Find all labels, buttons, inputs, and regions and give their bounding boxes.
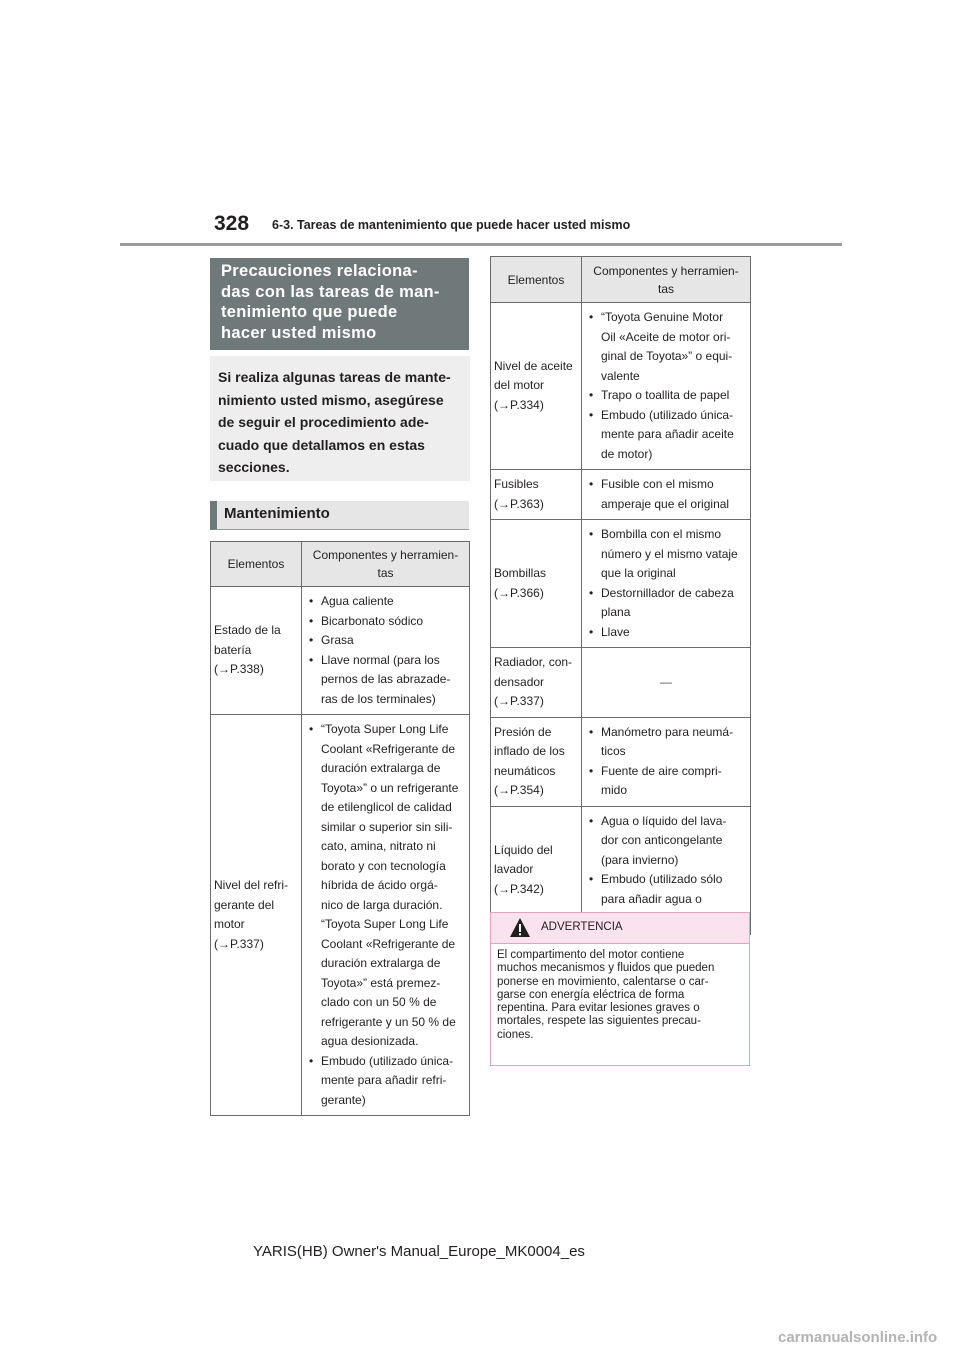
parts-line: de motor) <box>601 446 653 461</box>
warning-title: ADVERTENCIA <box>541 921 623 933</box>
parts-line: valente <box>601 368 640 383</box>
parts-line: mente para añadir aceite <box>601 427 734 441</box>
parts-cell <box>582 520 751 648</box>
parts-line: • Bombilla con el mismo <box>601 527 722 541</box>
table-row <box>211 587 470 715</box>
page-reference: (→P.366) <box>494 585 544 600</box>
maintenance-table-right <box>490 256 751 935</box>
parts-line: borato y con tecnología <box>321 858 446 873</box>
parts-list <box>585 723 747 801</box>
ref-arrow-icon: → <box>498 783 510 797</box>
page-reference-text[interactable]: P.337) <box>230 936 264 951</box>
item-line: Estado de la <box>214 623 281 638</box>
parts-cell <box>582 303 751 470</box>
header-parts-line: tas <box>657 281 674 296</box>
warning-line: El compartimento del motor contiene <box>497 949 685 961</box>
parts-line: • Embudo (utilizado única- <box>601 407 734 422</box>
parts-cell <box>582 470 751 520</box>
parts-list <box>585 812 747 929</box>
table-row <box>491 470 751 520</box>
precautions-line: Precauciones relaciona- <box>221 262 418 280</box>
page-reference: (→P.337) <box>494 694 544 708</box>
warning-line: ciones. <box>497 1028 534 1041</box>
parts-list <box>585 525 747 642</box>
parts-cell <box>302 587 470 715</box>
parts-list-item <box>601 386 747 406</box>
parts-line: cato, amina, nitrato ni <box>321 839 436 853</box>
parts-line: • Llave <box>601 624 630 639</box>
item-line: Bombillas <box>494 566 547 580</box>
parts-list-item <box>321 592 466 612</box>
parts-line: para añadir agua o <box>601 891 702 906</box>
parts-cell <box>582 717 751 806</box>
parts-list-item <box>601 308 747 386</box>
parts-line: híbrida de ácido orgá- <box>321 878 438 892</box>
parts-line: • Embudo (utilizado sólo <box>601 872 723 886</box>
page-reference-text[interactable]: P.342) <box>510 881 544 896</box>
parts-list-item <box>601 584 747 623</box>
page-number: 328 <box>214 212 250 235</box>
parts-line: mente para añadir refri- <box>321 1073 447 1087</box>
parts-list-item <box>321 631 466 651</box>
warning-line: ponerse en movimiento, calentarse o car- <box>497 975 709 988</box>
parts-line: ginal de Toyota»” o equi- <box>601 349 733 363</box>
ref-arrow-icon: → <box>218 662 230 677</box>
parts-line: refrigerante y un 50 % de <box>321 1014 456 1029</box>
parts-line: • Embudo (utilizado única- <box>321 1053 454 1068</box>
item-line: neumáticos <box>494 763 556 778</box>
parts-line: que la original <box>601 566 676 580</box>
parts-line: duración extralarga de <box>321 761 441 775</box>
parts-line: • Agua o líquido del lava- <box>601 813 727 828</box>
item-cell <box>211 715 302 1116</box>
warning-box <box>490 912 750 1066</box>
page-reference: (→P.334) <box>494 397 544 412</box>
item-line: Fusibles <box>494 477 539 491</box>
watermark[interactable]: carmanualsonline.info <box>778 1329 938 1346</box>
ref-arrow-icon: → <box>498 694 510 708</box>
intro-line: de seguir el procedimiento ade- <box>218 414 429 430</box>
parts-line: número y el mismo vataje <box>601 546 738 561</box>
parts-list-item <box>601 812 747 871</box>
parts-list-item <box>601 525 747 584</box>
parts-line: • Agua caliente <box>321 594 394 608</box>
page-reference-text[interactable]: P.338) <box>230 662 264 677</box>
item-line: batería <box>214 642 252 657</box>
precautions-heading <box>210 258 469 350</box>
item-cell <box>491 470 582 520</box>
table-header-row <box>211 542 470 587</box>
parts-list-item <box>601 623 747 643</box>
parts-list <box>585 475 747 514</box>
parts-line: de etilenglicol de calidad <box>321 800 452 814</box>
header-parts-line: Componentes y herramien- <box>593 263 739 278</box>
parts-line: duración extralarga de <box>321 956 441 970</box>
parts-line: • Llave normal (para los <box>321 652 440 667</box>
ref-arrow-icon: → <box>498 397 510 412</box>
warning-line: muchos mecanismos y fluidos que pueden <box>497 962 715 975</box>
page-reference: (→P.338) <box>214 662 264 677</box>
table-row <box>491 303 751 470</box>
parts-line: Coolant «Refrigerante de <box>321 741 456 756</box>
parts-list-item <box>601 475 747 514</box>
parts-line: ras de los terminales) <box>321 691 436 706</box>
maintenance-table-left <box>210 541 470 1116</box>
parts-list-item <box>601 406 747 465</box>
header-items: Elementos <box>491 257 582 303</box>
warning-line: mortales, respete las siguientes precau- <box>497 1015 701 1028</box>
parts-list <box>305 720 466 1110</box>
page-reference-text[interactable]: P.366) <box>510 585 544 600</box>
ref-arrow-icon: → <box>498 881 510 896</box>
parts-line: Coolant «Refrigerante de <box>321 936 456 951</box>
parts-line: (para invierno) <box>601 852 679 867</box>
parts-line: similar o superior sin sili- <box>321 819 453 834</box>
page-reference-text[interactable]: P.334) <box>510 397 544 412</box>
page-reference: (→P.354) <box>494 783 544 797</box>
table-row <box>491 520 751 648</box>
table-row <box>211 715 470 1116</box>
parts-list-item <box>601 723 747 762</box>
page-reference-text[interactable]: P.354) <box>510 783 544 797</box>
precautions-line: hacer usted mismo <box>221 323 377 342</box>
parts-line: • Trapo o toallita de papel <box>601 388 730 402</box>
parts-line: clado con un 50 % de <box>321 995 437 1009</box>
intro-line: secciones. <box>218 459 290 475</box>
parts-line: agua desionizada. <box>321 1034 419 1048</box>
parts-list-item <box>321 1052 466 1111</box>
parts-line: pernos de las abrazade- <box>321 672 451 686</box>
parts-line: mido <box>601 783 628 797</box>
page-reference: (→P.342) <box>494 881 544 896</box>
parts-line: • Fusible con el mismo <box>601 477 714 491</box>
parts-line: plana <box>601 605 631 619</box>
parts-list <box>305 592 466 709</box>
parts-line: Toyota»” o un refrigerante <box>321 780 459 795</box>
ref-arrow-icon: → <box>218 936 230 951</box>
parts-line: Toyota»” está premez- <box>321 975 441 990</box>
item-line: inflado de los <box>494 744 565 758</box>
parts-line: • “Toyota Genuine Motor <box>601 310 724 324</box>
parts-line: • Manómetro para neumá- <box>601 724 734 739</box>
header-rule <box>120 243 842 246</box>
parts-list-item <box>321 651 466 710</box>
precautions-line: tenimiento que puede <box>221 303 398 321</box>
intro-line: Si realiza algunas tareas de mante- <box>218 369 451 385</box>
warning-header <box>491 913 749 944</box>
warning-text <box>491 944 749 1042</box>
intro-line: nimiento usted mismo, asegúrese <box>218 391 444 408</box>
parts-cell <box>582 648 751 718</box>
parts-list-item <box>321 720 466 1052</box>
parts-cell <box>302 715 470 1116</box>
item-cell <box>491 303 582 470</box>
parts-line: • Fuente de aire compri- <box>601 763 722 778</box>
item-line: Presión de <box>494 724 552 739</box>
manual-id: YARIS(HB) Owner's Manual_Europe_MK0004_es <box>253 1243 585 1260</box>
item-cell <box>491 717 582 806</box>
parts-line: • Destornillador de cabeza <box>601 585 734 600</box>
parts-list-item <box>601 762 747 801</box>
item-line: Nivel de aceite <box>494 358 573 373</box>
parts-line: dor con anticongelante <box>601 833 723 847</box>
ref-arrow-icon: → <box>498 585 510 600</box>
item-cell <box>491 520 582 648</box>
parts-line: Oil «Aceite de motor ori- <box>601 329 731 344</box>
parts-list-item <box>321 612 466 632</box>
item-line: motor <box>214 917 245 931</box>
maintenance-heading: Mantenimiento <box>210 501 469 530</box>
parts-line: “Toyota Super Long Life <box>321 917 449 931</box>
section-title: 6-3. Tareas de mantenimiento que puede hacer usted mismo <box>272 218 631 232</box>
precautions-line: das con las tareas de man- <box>221 282 440 301</box>
item-line: Nivel del refri- <box>214 878 289 892</box>
page-reference-text[interactable]: P.337) <box>510 694 544 708</box>
ref-arrow-icon: → <box>498 496 510 511</box>
parts-line: nico de larga duración. <box>321 897 443 912</box>
header-items: Elementos <box>211 542 302 587</box>
parts-line: amperaje que el original <box>601 496 730 511</box>
empty-dash: — <box>660 674 672 689</box>
parts-line: gerante) <box>321 1092 366 1107</box>
item-line: Líquido del <box>494 842 553 857</box>
intro-text <box>210 356 470 481</box>
header-parts-line: Componentes y herramien- <box>312 548 459 562</box>
item-cell <box>491 648 582 718</box>
item-line: lavador <box>494 862 534 877</box>
table-row <box>491 717 751 806</box>
table-row <box>491 648 751 718</box>
parts-line: ticos <box>601 744 626 758</box>
item-line: gerante del <box>214 897 275 912</box>
item-line: Radiador, con- <box>494 655 573 669</box>
intro-line: cuado que detallamos en estas <box>218 436 425 453</box>
item-line: densador <box>494 674 545 689</box>
parts-line: • “Toyota Super Long Life <box>321 722 449 736</box>
warning-triangle-icon <box>509 917 531 939</box>
header-parts-line: tas <box>377 566 394 580</box>
page-reference-text[interactable]: P.363) <box>510 496 544 511</box>
warning-line: garse con energía eléctrica de forma <box>497 988 685 1001</box>
item-cell <box>211 587 302 715</box>
header-parts <box>302 542 470 587</box>
parts-line: • Grasa <box>321 633 354 647</box>
page-reference: (→P.337) <box>214 936 264 951</box>
table-header-row <box>491 257 751 303</box>
warning-line: repentina. Para evitar lesiones graves o <box>497 1002 700 1015</box>
page-reference: (→P.363) <box>494 496 544 511</box>
header-parts <box>582 257 751 303</box>
parts-line: • Bicarbonato sódico <box>321 613 424 628</box>
item-line: del motor <box>494 378 545 393</box>
parts-list <box>585 308 747 464</box>
